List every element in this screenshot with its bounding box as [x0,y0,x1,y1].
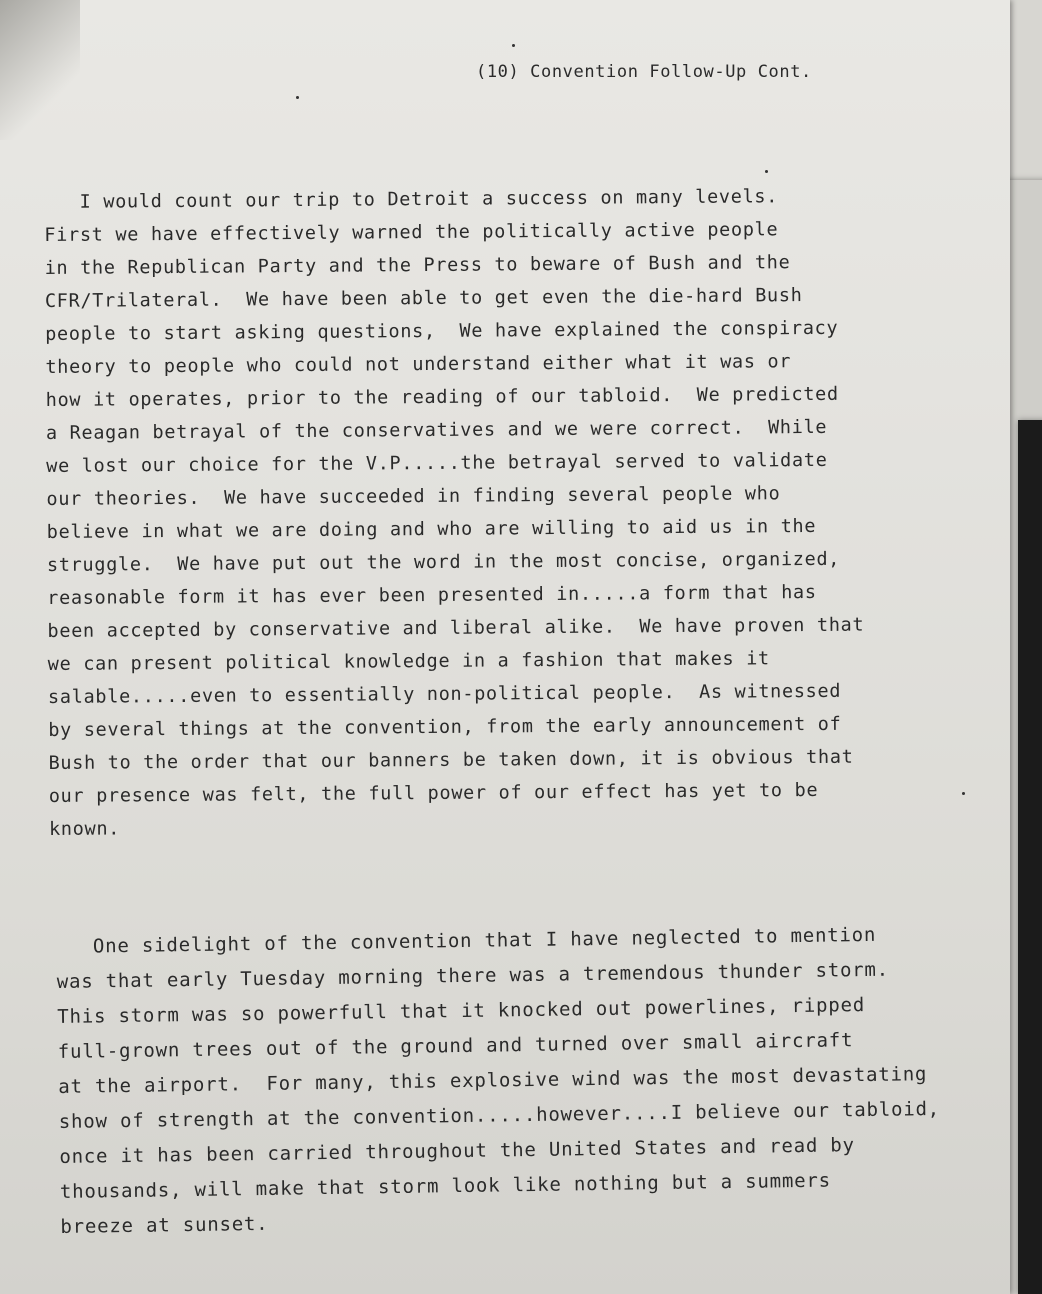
page-corner-shadow [0,0,80,140]
text-line: Bush to the order that our banners be taken down, it is obvious that [48,746,854,774]
text-line: we lost our choice for the V.P.....the betrayal served to validate [46,449,828,477]
paragraph-1 [44,180,866,846]
text-line: First we have effectively warned the politically active people [44,219,779,246]
page-heading: (10) Convention Follow-Up Cont. [476,62,812,82]
text-line: struggle. We have put out the word in the most concise, organized, [46,548,841,576]
text-line: how it operates, prior to the reading of our tabloid. We predicted [45,383,839,411]
ink-speck [962,792,965,795]
dark-background-edge [1018,420,1042,1294]
paragraph-2 [56,917,942,1245]
text-line: been accepted by conservative and liberal alike. We have proven that [47,614,865,642]
text-line: our theories. We have succeeded in finding several people who [46,483,781,510]
text-line: full-grown trees out of the ground and turned over small aircraft [57,1029,854,1063]
text-line: at the airport. For many, this explosive wind was the most devastating [58,1063,928,1098]
text-line: This storm was so powerfull that it knocked out powerlines, ripped [57,994,866,1028]
text-line: we can present political knowledge in a fashion that makes it [47,648,770,675]
text-line: once it has been carried throughout the United States and read by [59,1134,855,1168]
text-line: breeze at sunset. [60,1212,269,1238]
text-line: in the Republican Party and the Press to beware of Bush and the [44,252,791,279]
text-line: salable.....even to essentially non-political people. As witnessed [47,680,842,708]
text-line: people to start asking questions, We have explained the conspiracy [45,317,839,345]
text-line: was that early Tuesday morning there was a tremendous thunder storm. [56,958,890,993]
text-line: One sidelight of the convention that I have neglected to mention [56,923,877,958]
text-line: show of strength at the convention.....however....I believe our tabloid, [58,1097,941,1133]
text-line: by several things at the convention, from the early announcement of [48,713,842,741]
text-line: our presence was felt, the full power of our effect has yet to be [48,779,819,807]
ink-speck [296,96,299,99]
text-line: known. [48,818,121,840]
text-line: believe in what we are doing and who are willing to aid us in the [46,515,817,543]
text-line: a Reagan betrayal of the conservatives and we were correct. While [45,416,828,444]
text-line: thousands, will make that storm look like nothing but a summers [59,1169,832,1203]
text-line: reasonable form it has ever been presented in.....a form that has [47,581,817,609]
text-line: theory to people who could not understand either what it was or [45,351,792,378]
ink-speck [765,170,768,173]
ink-speck [512,44,515,47]
text-line: CFR/Trilateral. We have been able to get even the die-hard Bush [44,285,803,312]
text-line: I would count our trip to Detroit a success on many levels. [44,186,779,213]
